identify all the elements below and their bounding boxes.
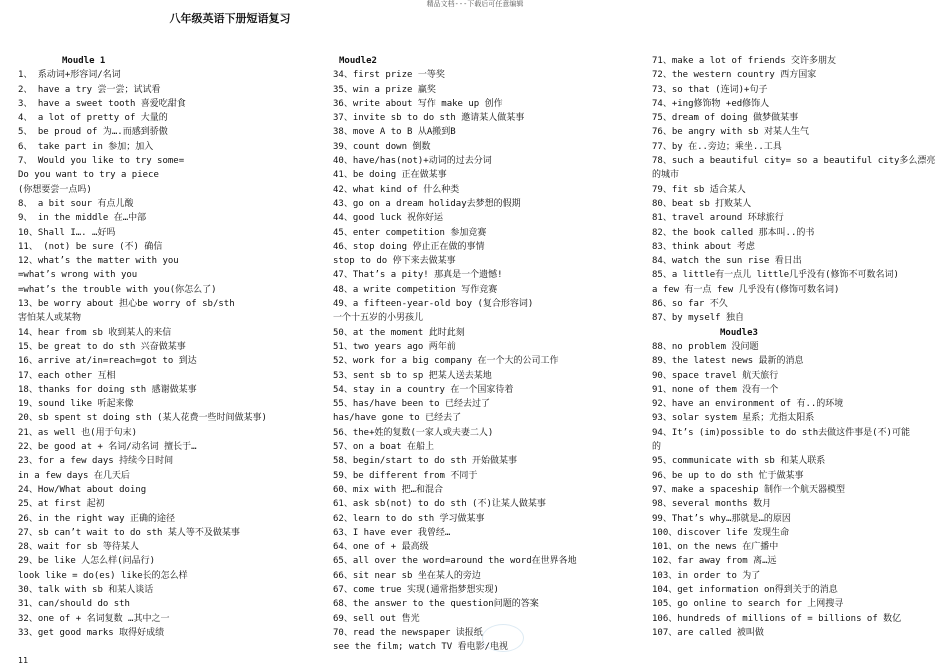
phrase-line: 36、write about 写作 make up 创作 — [333, 98, 503, 109]
phrase-line: 69、sell out 售光 — [333, 613, 420, 624]
phrase-line: 95、communicate with sb 和某人联系 — [652, 456, 826, 467]
page-number: 11 — [18, 656, 29, 665]
phrase-line: 82、the book called 那本叫..的书 — [652, 227, 815, 238]
phrase-line: 的城市 — [652, 170, 680, 181]
phrase-line: 9、 in the middle 在…中部 — [18, 213, 147, 224]
phrase-line: 72、the western country 西方国家 — [652, 70, 817, 81]
phrase-line: 31、can/should do sth — [18, 599, 130, 610]
phrase-line: 53、sent sb to sp 把某人送去某地 — [333, 370, 492, 381]
module-heading: Moudle2 — [339, 56, 377, 66]
module-heading: Moudle3 — [720, 327, 758, 338]
phrase-line: 26、in the right way 正确的途径 — [18, 513, 175, 524]
phrase-line: 3、 have a sweet tooth 喜爱吃甜食 — [18, 98, 186, 109]
phrase-line: look like = do(es) like长的怎么样 — [18, 570, 188, 581]
phrase-line: 害怕某人或某物 — [18, 313, 82, 324]
phrase-line: 24、How/What about doing — [18, 484, 147, 495]
phrase-line: 45、enter competition 参加竞赛 — [333, 227, 487, 238]
phrase-line: 64、one of + 最高级 — [333, 542, 429, 553]
watermark-logo — [482, 624, 524, 652]
phrase-line: 89、the latest news 最新的消息 — [652, 356, 804, 367]
phrase-line: 的 — [652, 442, 662, 453]
phrase-line: 39、count down 倒数 — [333, 141, 431, 152]
phrase-line: 105、go online to search for 上网搜寻 — [652, 599, 844, 610]
phrase-line: has/have gone to 已经去了 — [333, 413, 462, 424]
phrase-line: 61、ask sb(not) to do sth (不)让某人做某事 — [333, 499, 546, 510]
phrase-line: 52、work for a big company 在一个大的公司工作 — [333, 356, 559, 367]
phrase-line: 54、stay in a country 在一个国家待着 — [333, 384, 514, 395]
column-1 — [18, 54, 328, 640]
phrase-line: 73、so that (连词)+句子 — [652, 84, 768, 95]
phrase-line: 10、Shall I…. …好吗 — [18, 227, 116, 238]
phrase-line: 75、dream of doing 做梦做某事 — [652, 113, 799, 124]
phrase-line: 23、for a few days 持续今日时间 — [18, 456, 174, 467]
phrase-line: a few 有一点 few 几乎没有(修饰可数名词) — [652, 284, 840, 295]
phrase-line: 一个十五岁的小男孩儿 — [333, 313, 424, 324]
phrase-line: 80、beat sb 打败某人 — [652, 198, 752, 209]
phrase-line: 77、by 在..旁边；乘坐..工具 — [652, 141, 782, 152]
column-3 — [652, 54, 947, 640]
phrase-line: 15、be great to do sth 兴奋做某事 — [18, 341, 186, 352]
phrase-line: 38、move A to B 从A搬到B — [333, 127, 456, 138]
phrase-line: Do you want to try a piece — [18, 170, 159, 181]
phrase-line: 67、come true 实现(通常指梦想实现) — [333, 584, 499, 595]
phrase-line: 41、be doing 正在做某事 — [333, 170, 447, 181]
phrase-line: 6、 take part in 参加；加入 — [18, 141, 154, 152]
phrase-line: 22、be good at + 名词/动名词 擅长于… — [18, 442, 197, 453]
phrase-line: 2、 have a try 尝一尝；试试看 — [18, 84, 161, 95]
phrase-line: 84、watch the sun rise 看日出 — [652, 256, 802, 267]
phrase-line: 85、a little有一点儿 little几乎没有(修饰不可数名词) — [652, 270, 899, 281]
phrase-line: 91、none of them 没有一个 — [652, 384, 779, 395]
phrase-line: 60、mix with 把…和混合 — [333, 484, 444, 495]
phrase-line: 58、begin/start to do sth 开始做某事 — [333, 456, 518, 467]
phrase-line: 25、at first 起初 — [18, 499, 105, 510]
phrase-line: =what’s wrong with you — [18, 270, 138, 281]
phrase-line: 44、good luck 祝你好运 — [333, 213, 444, 224]
phrase-line: 4、 a lot of pretty of 大量的 — [18, 113, 168, 124]
phrase-line: 30、talk with sb 和某人谈话 — [18, 584, 154, 595]
phrase-line: 76、be angry with sb 对某人生气 — [652, 127, 809, 138]
phrase-line: 20、sb spent st doing sth (某人花费一些时间做某事) — [18, 413, 267, 424]
phrase-line: 88、no problem 没问题 — [652, 341, 759, 352]
phrase-line: 11、 (not) be sure (不) 确信 — [18, 241, 163, 252]
phrase-line: 5、 be proud of 为….而感到骄傲 — [18, 127, 168, 138]
phrase-line: 21、as well 也(用于句末) — [18, 427, 138, 438]
phrase-line: 33、get good marks 取得好成绩 — [18, 627, 165, 638]
phrase-line: 12、what’s the matter with you — [18, 256, 179, 267]
phrase-line: 28、wait for sb 等待某人 — [18, 542, 139, 553]
phrase-line: 18、thanks for doing sth 感谢做某事 — [18, 384, 197, 395]
phrase-line: 65、all over the word=around the word在世界各地 — [333, 556, 577, 567]
column-2 — [333, 54, 643, 654]
phrase-line: 46、stop doing 停止正在做的事情 — [333, 241, 485, 252]
phrase-line: see the film; watch TV 看电影/电视 — [333, 642, 509, 653]
phrase-line: 78、such a beautiful city= so a beautiful city多么漂亮 — [652, 156, 936, 167]
phrase-line: 106、hundreds of millions of = billions of 数亿 — [652, 613, 902, 624]
phrase-line: 57、on a boat 在船上 — [333, 442, 435, 453]
phrase-line: in a few days 在几天后 — [18, 470, 130, 481]
phrase-line: 102、far away from 离…远 — [652, 556, 777, 567]
phrase-line: 97、make a spaceship 制作一个航天器模型 — [652, 484, 845, 495]
phrase-line: 14、hear from sb 收到某人的来信 — [18, 327, 172, 338]
phrase-line: 7、 Would you like to try some= — [18, 156, 185, 167]
header-note: 精品文档---下载后可任意编辑 — [426, 0, 524, 8]
phrase-line: 94、It’s (im)possible to do sth去做这件事是(不)可能 — [652, 427, 910, 438]
phrase-line: 47、That’s a pity! 那真是一个遗憾! — [333, 270, 503, 281]
document-title: 八年级英语下册短语复习 — [169, 12, 291, 25]
phrase-line: 19、sound like 听起来像 — [18, 399, 134, 410]
phrase-line: 43、go on a dream holiday去梦想的假期 — [333, 198, 521, 209]
phrase-line: 101、on the news 在广播中 — [652, 542, 779, 553]
phrase-line: 37、invite sb to do sth 邀请某人做某事 — [333, 113, 525, 124]
phrase-line: 27、sb can’t wait to do sth 某人等不及做某事 — [18, 527, 240, 538]
phrase-line: 42、what kind of 什么种类 — [333, 184, 460, 195]
phrase-line: 56、the+姓的复数(一家人或夫妻二人) — [333, 427, 494, 438]
phrase-line: 32、one of + 名词复数 …其中之一 — [18, 613, 170, 624]
phrase-line: 83、think about 考虑 — [652, 241, 755, 252]
phrase-line: 92、have an environment of 有..的环境 — [652, 399, 844, 410]
phrase-line: 34、first prize 一等奖 — [333, 70, 445, 81]
phrase-line: 55、has/have been to 已经去过了 — [333, 399, 490, 410]
phrase-line: 59、be different from 不同于 — [333, 470, 478, 481]
phrase-line: 48、a write competition 写作竞赛 — [333, 284, 498, 295]
phrase-line: 70、read the newspaper 读报纸 — [333, 627, 483, 638]
phrase-line: 103、in order to 为了 — [652, 570, 761, 581]
phrase-line: 74、+ing修饰物 +ed修饰人 — [652, 98, 770, 109]
phrase-line: 98、several months 数月 — [652, 499, 772, 510]
module-heading: Moudle 1 — [62, 56, 106, 66]
phrase-line: 100、discover life 发现生命 — [652, 527, 790, 538]
phrase-line: 50、at the moment 此时此刻 — [333, 327, 465, 338]
phrase-line: 49、a fifteen-year-old boy (复合形容词) — [333, 299, 534, 310]
phrase-line: 66、sit near sb 坐在某人的旁边 — [333, 570, 481, 581]
phrase-line: 90、space travel 航天旅行 — [652, 370, 779, 381]
phrase-line: 40、have/has(not)+动词的过去分词 — [333, 156, 492, 167]
phrase-line: 29、be like 人怎么样(问品行) — [18, 556, 156, 567]
phrase-line: 87、by myself 独自 — [652, 313, 745, 324]
phrase-line: (你想要尝一点吗) — [18, 184, 92, 195]
phrase-line: 93、solar system 星系；尤指太阳系 — [652, 413, 815, 424]
phrase-line: 17、each other 互相 — [18, 370, 116, 381]
phrase-line: 13、be worry about 担心be worry of sb/sth — [18, 299, 235, 310]
phrase-line: 35、win a prize 赢奖 — [333, 84, 436, 95]
phrase-line: =what’s the trouble with you(你怎么了) — [18, 284, 217, 295]
phrase-line: stop to do 停下来去做某事 — [333, 256, 456, 267]
phrase-line: 1、 系动词+形容词/名词 — [18, 70, 121, 81]
phrase-line: 62、learn to do sth 学习做某事 — [333, 513, 485, 524]
phrase-line: 51、two years ago 两年前 — [333, 341, 456, 352]
phrase-line: 8、 a bit sour 有点儿酸 — [18, 198, 134, 209]
phrase-line: 16、arrive at/in=reach=got to 到达 — [18, 356, 197, 367]
phrase-line: 79、fit sb 适合某人 — [652, 184, 746, 195]
phrase-line: 86、so far 不久 — [652, 299, 728, 310]
phrase-line: 81、travel around 环球旅行 — [652, 213, 784, 224]
phrase-line: 96、be up to do sth 忙于做某事 — [652, 470, 804, 481]
phrase-line: 107、are called 被叫做 — [652, 627, 764, 638]
phrase-line: 99、That’s why…那就是…的原因 — [652, 513, 791, 524]
phrase-line: 104、get information on得到关于的消息 — [652, 584, 838, 595]
phrase-line: 68、the answer to the question问题的答案 — [333, 599, 539, 610]
phrase-line: 71、make a lot of friends 交许多朋友 — [652, 56, 837, 66]
phrase-line: 63、I have ever 我曾经… — [333, 527, 451, 538]
